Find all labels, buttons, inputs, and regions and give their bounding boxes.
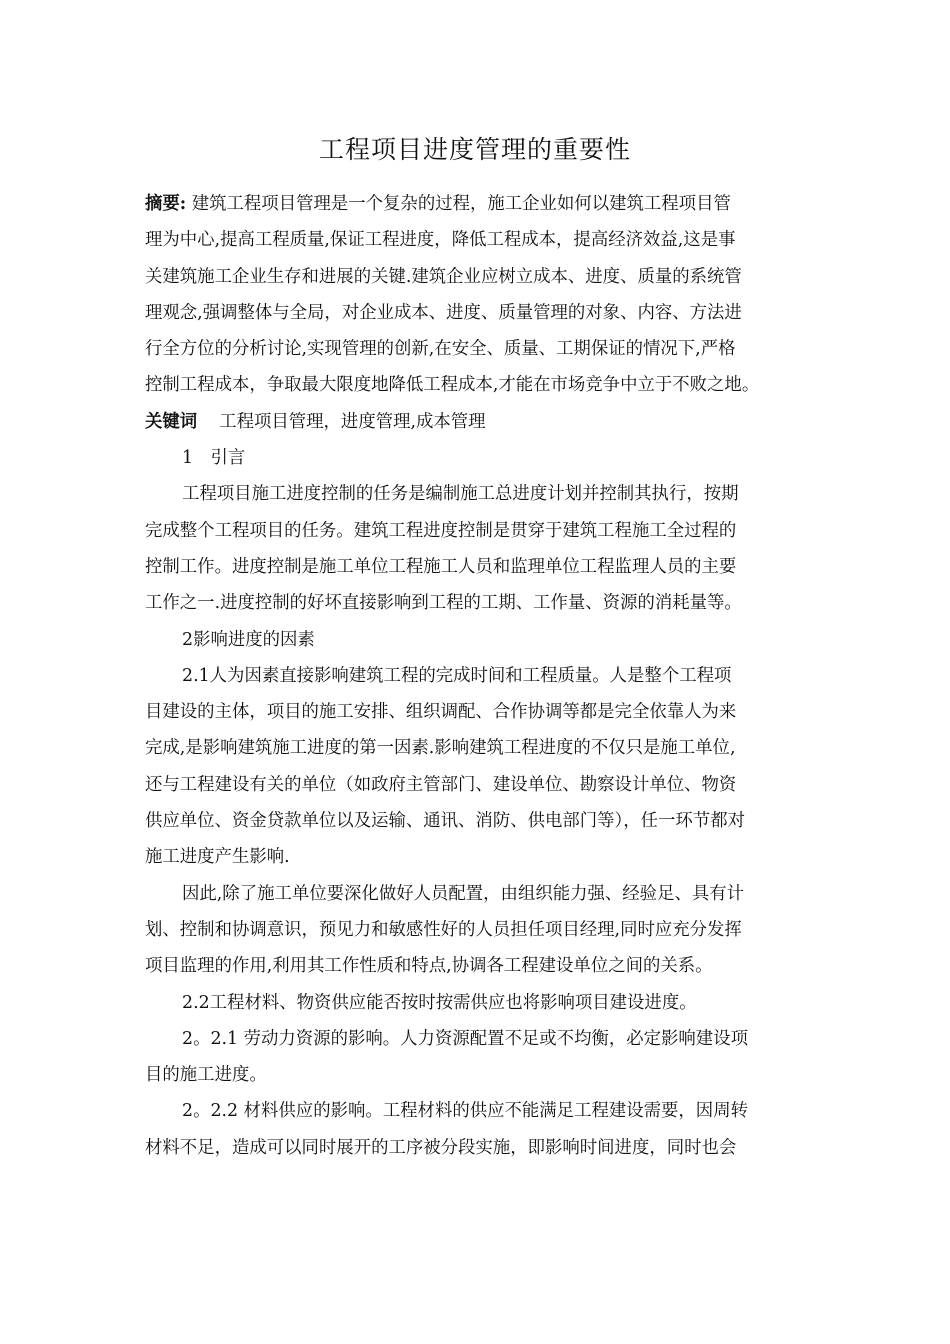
body-line: 2.2工程材料、物资供应能否按时按需供应也将影响项目建设进度。 [182, 992, 697, 1013]
body-line: 工程项目施工进度控制的任务是编制施工总进度计划并控制其执行，按期 [182, 484, 739, 505]
body-line: 因此,除了施工单位要深化做好人员配置，由组织能力强、经验足、具有计 [182, 883, 745, 904]
body-line: 2。2.1 劳动力资源的影响。人力资源配置不足或不均衡，必定影响建设项 [182, 1028, 748, 1049]
body-line: 供应单位、资金贷款单位以及运输、通讯、消防、供电部门等），任一环节都对 [145, 811, 745, 832]
body-line: 材料不足，造成可以同时展开的工序被分段实施，即影响时间进度，同时也会 [145, 1137, 737, 1158]
body-line: 2影响进度的因素 [182, 629, 315, 650]
abstract-line: 理观念,强调整体与全局，对企业成本、进度、质量管理的对象、内容、方法进 [145, 302, 742, 323]
body-line: 2.1人为因素直接影响建筑工程的完成时间和工程质量。人是整个工程项 [182, 665, 732, 686]
body-line: 完成,是影响建筑施工进度的第一因素.影响建筑工程进度的不仅只是施工单位, [145, 738, 736, 759]
body-paragraphs [145, 440, 817, 1166]
body-line: 工作之一.进度控制的好坏直接影响到工程的工期、工作量、资源的消耗量等。 [145, 593, 742, 614]
keywords-label: 关键词 [145, 411, 198, 432]
abstract-line: 行全方位的分析讨论,实现管理的创新,在安全、质量、工期保证的情况下,严格 [145, 339, 736, 360]
body-line: 目的施工进度。 [145, 1065, 267, 1086]
keywords-text: 工程项目管理，进度管理,成本管理 [219, 411, 486, 432]
document-title: 工程项目进度管理的重要性 [318, 135, 631, 164]
keywords-line [145, 404, 817, 440]
abstract-label: 摘要: [145, 194, 187, 214]
body-line: 目建设的主体，项目的施工安排、组织调配、合作协调等都是完全依靠人为来 [145, 702, 737, 723]
abstract-line: 控制工程成本，争取最大限度地降低工程成本,才能在市场竞争中立于不败之地。 [145, 375, 760, 396]
body-line: 2。2.2 材料供应的影响。工程材料的供应不能满足工程建设需要，因周转 [182, 1101, 748, 1122]
body-line: 施工进度产生影响. [145, 847, 290, 868]
abstract-text: 建筑工程项目管理是一个复杂的过程，施工企业如何以建筑工程项目管 [191, 194, 731, 214]
abstract-line: 关建筑施工企业生存和进展的关键.建筑企业应树立成本、进度、质量的系统管 [145, 266, 742, 287]
document-body [145, 186, 817, 1166]
body-line: 还与工程建设有关的单位（如政府主管部门、建设单位、勘察设计单位、物资 [145, 774, 737, 795]
abstract-line [145, 186, 817, 222]
body-line: 控制工作。进度控制是施工单位工程施工人员和监理单位工程监理人员的主要 [145, 556, 737, 577]
body-line: 1 引言 [182, 448, 246, 469]
body-line: 完成整个工程项目的任务。建筑工程进度控制是贯穿于建筑工程施工全过程的 [145, 520, 737, 541]
body-line: 项目监理的作用,利用其工作性质和特点,协调各工程建设单位之间的关系。 [145, 956, 713, 977]
abstract-line: 理为中心,提高工程质量,保证工程进度，降低工程成本，提高经济效益,这是事 [145, 230, 736, 251]
body-line: 划、控制和协调意识，预见力和敏感性好的人员担任项目经理,同时应充分发挥 [145, 919, 742, 940]
